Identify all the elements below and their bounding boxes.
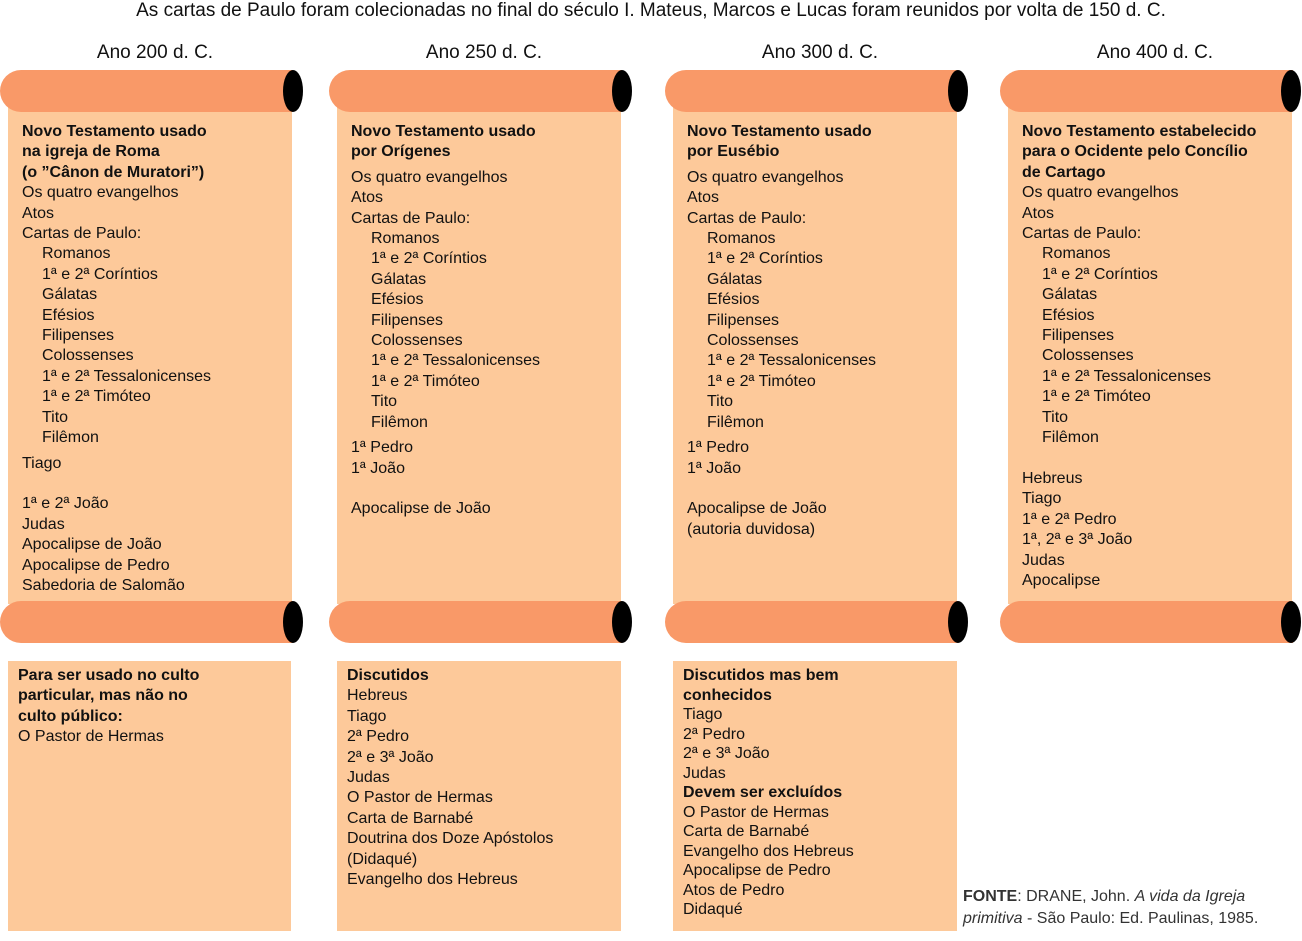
scroll-heading-line: na igreja de Roma [22, 143, 160, 161]
source-author: : DRANE, John. [1017, 888, 1135, 905]
notes-box-250 [337, 661, 621, 931]
book-list-item: Os quatro evangelhos [1022, 184, 1179, 202]
book-list-item: 1ª e 2ª Tessalonicenses [707, 352, 876, 370]
book-list-item: Romanos [42, 245, 111, 263]
scroll-top-roller-300 [665, 70, 958, 112]
book-list-item: Tiago [22, 454, 62, 472]
notes-item: 2ª e 3ª João [683, 745, 770, 762]
scroll-top-roller-end-300 [948, 70, 968, 112]
scroll-top-roller-250 [329, 70, 622, 112]
notes-heading-line: conhecidos [683, 686, 772, 704]
notes-item: Atos de Pedro [683, 881, 785, 899]
book-list-item: Apocalipse [1022, 571, 1101, 589]
book-list-item: Filêmon [371, 413, 428, 431]
book-list-item: Atos [351, 189, 384, 207]
notes-item: Didaqué [683, 901, 743, 918]
book-list-item: 1ª Pedro [687, 439, 749, 457]
notes-item: Evangelho dos Hebreus [683, 842, 854, 860]
book-list-item: (autoria duvidosa) [687, 520, 816, 538]
book-list-item: 1ª e 2ª Coríntios [707, 250, 823, 268]
book-list-item: 1ª João [687, 459, 741, 477]
book-list-item: Cartas de Paulo: [1022, 225, 1142, 243]
book-list-item: Tito [42, 408, 69, 426]
book-list-item: Gálatas [371, 270, 427, 288]
notes-item: O Pastor de Hermas [683, 803, 829, 821]
year-label-300: Ano 300 d. C. [761, 42, 879, 63]
scroll-content-200 [22, 122, 211, 596]
year-label-400: Ano 400 d. C. [1096, 42, 1214, 63]
notes-item: Apocalipse de Pedro [683, 862, 831, 879]
book-list-item: Filipenses [42, 327, 115, 345]
notes-heading-line: Discutidos [347, 667, 429, 684]
book-list-item: Efésios [707, 291, 760, 309]
notes-item: Doutrina dos Doze Apóstolos [347, 830, 554, 848]
notes-item: O Pastor de Hermas [347, 789, 493, 807]
notes-box-200 [8, 661, 291, 931]
notes-item: O Pastor de Hermas [18, 728, 164, 746]
book-list-item: 1ª, 2ª e 3ª João [1022, 531, 1133, 549]
book-list-item: 1ª e 2ª Coríntios [1042, 265, 1158, 283]
book-list-item: 1ª e 2ª Timóteo [707, 372, 816, 390]
book-list-item: Os quatro evangelhos [22, 184, 179, 202]
source-label: FONTE [963, 888, 1018, 905]
book-list-item: Gálatas [42, 286, 98, 304]
scroll-heading-line: Novo Testamento usado [687, 123, 872, 140]
book-list-item: Apocalipse de João [351, 500, 491, 518]
book-list-item: Filêmon [42, 429, 99, 447]
book-list-item: Filêmon [1042, 429, 1099, 447]
book-list-item: Tito [371, 393, 398, 411]
book-list-item: Apocalipse de João [22, 536, 162, 554]
scroll-heading-line: Novo Testamento usado [22, 123, 207, 140]
notes-item: Judas [683, 764, 726, 782]
book-list-item: Os quatro evangelhos [351, 168, 508, 186]
scroll-heading-line: por Eusébio [687, 143, 780, 161]
book-list-item: Efésios [42, 306, 95, 324]
book-list-item: 1ª e 2ª Tessalonicenses [1042, 367, 1211, 385]
book-list-item: Filipenses [1042, 327, 1115, 345]
year-label-200: Ano 200 d. C. [96, 42, 214, 63]
book-list-item: 1ª e 2ª Coríntios [371, 250, 487, 268]
scroll-top-roller-end-250 [612, 70, 632, 112]
book-list-item: Tito [707, 393, 734, 411]
book-list-item: Cartas de Paulo: [22, 225, 142, 243]
scroll-heading-line: de Cartago [1022, 163, 1106, 181]
scroll-content-300 [687, 122, 876, 540]
book-list-item: Tiago [1022, 490, 1062, 508]
notes-item: Carta de Barnabé [683, 823, 810, 840]
scroll-bottom-roller-250 [329, 601, 622, 643]
scroll-bottom-roller-300 [665, 601, 958, 643]
notes-heading-line: Discutidos mas bem [683, 667, 839, 684]
spacer [1022, 449, 1256, 469]
scroll-content-250 [351, 122, 540, 520]
source-book-title-1: A vida da Igreja [1134, 888, 1246, 905]
book-list-item: Atos [687, 189, 720, 207]
scroll-heading-line: (o ”Cânon de Muratori”) [22, 163, 205, 181]
scroll-bottom-roller-end-400 [1281, 601, 1301, 643]
notes-item: Tiago [347, 707, 387, 725]
book-list-item: 1ª e 2ª Timóteo [42, 388, 151, 406]
scroll-bottom-roller-end-250 [612, 601, 632, 643]
book-list-item: Colossenses [1042, 347, 1134, 365]
spacer [351, 479, 540, 499]
scroll-content-400 [1022, 122, 1256, 591]
book-list-item: Colossenses [707, 332, 799, 350]
book-list-item: 1ª e 2ª Timóteo [1042, 388, 1151, 406]
book-list-item: Os quatro evangelhos [687, 168, 844, 186]
book-list-item: 1ª e 2ª Pedro [1022, 510, 1117, 528]
spacer [22, 474, 211, 494]
source-publisher: - São Paulo: Ed. Paulinas, 1985. [1022, 910, 1259, 927]
book-list-item: 1ª e 2ª Tessalonicenses [371, 352, 540, 370]
book-list-item: 1ª João [351, 459, 405, 477]
book-list-item: Romanos [1042, 245, 1111, 263]
book-list-item: Filipenses [371, 311, 444, 329]
book-list-item: Gálatas [707, 270, 763, 288]
book-list-item: Colossenses [371, 332, 463, 350]
book-list-item: 1ª Pedro [351, 439, 413, 457]
notes-heading-line: Devem ser excluídos [683, 784, 843, 801]
book-list-item: Cartas de Paulo: [351, 209, 471, 227]
scroll-bottom-roller-200 [0, 601, 293, 643]
notes-box-300 [673, 661, 957, 931]
page-title: As cartas de Paulo foram colecionadas no final do século I. Mateus, Marcos e Lucas foram reunidos por volta de 150 d. C. [136, 0, 1166, 21]
notes-item: 2ª Pedro [347, 728, 409, 746]
notes-item: Hebreus [347, 687, 408, 705]
notes-heading-line: Para ser usado no culto [18, 667, 200, 684]
book-list-item: Romanos [707, 230, 776, 248]
book-list-item: Tito [1042, 408, 1069, 426]
book-list-item: Apocalipse de Pedro [22, 556, 170, 574]
book-list-item: Filêmon [707, 413, 764, 431]
notes-heading-line: culto público: [18, 707, 123, 725]
book-list-item: Efésios [1042, 306, 1095, 324]
book-list-item: 1ª e 2ª Coríntios [42, 265, 158, 283]
book-list-item: 1ª e 2ª Timóteo [371, 372, 480, 390]
source-book-title-2: primitiva [963, 910, 1023, 927]
book-list-item: Hebreus [1022, 469, 1083, 487]
scroll-bottom-roller-end-200 [283, 601, 303, 643]
notes-item: Tiago [683, 706, 723, 723]
scroll-top-roller-end-200 [283, 70, 303, 112]
scroll-top-roller-400 [1000, 70, 1293, 112]
notes-item: Judas [347, 769, 390, 787]
spacer [687, 479, 876, 499]
book-list-item: Atos [1022, 204, 1055, 222]
notes-item: Carta de Barnabé [347, 809, 474, 827]
book-list-item: Gálatas [1042, 286, 1098, 304]
book-list-item: Cartas de Paulo: [687, 209, 807, 227]
scroll-heading-line: Novo Testamento estabelecido [1022, 123, 1257, 140]
book-list-item: Efésios [371, 291, 424, 309]
source-citation [963, 886, 1258, 930]
scroll-heading-line: para o Ocidente pelo Concílio [1022, 143, 1248, 161]
scroll-bottom-roller-end-300 [948, 601, 968, 643]
book-list-item: Colossenses [42, 347, 134, 365]
book-list-item: 1ª e 2ª Tessalonicenses [42, 367, 211, 385]
notes-item: (Didaqué) [347, 850, 418, 868]
book-list-item: Atos [22, 204, 55, 222]
book-list-item: Romanos [371, 230, 440, 248]
notes-item: Evangelho dos Hebreus [347, 871, 518, 889]
scroll-top-roller-end-400 [1281, 70, 1301, 112]
book-list-item: Sabedoria de Salomão [22, 576, 185, 594]
notes-item: 2ª Pedro [683, 725, 745, 743]
scroll-top-roller-200 [0, 70, 293, 112]
year-label-250: Ano 250 d. C. [425, 42, 543, 63]
book-list-item: Apocalipse de João [687, 500, 827, 518]
scroll-heading-line: Novo Testamento usado [351, 123, 536, 140]
notes-item: 2ª e 3ª João [347, 748, 434, 766]
scroll-bottom-roller-400 [1000, 601, 1293, 643]
scroll-heading-line: por Orígenes [351, 143, 451, 161]
book-list-item: 1ª e 2ª João [22, 495, 109, 513]
book-list-item: Judas [1022, 551, 1065, 569]
book-list-item: Judas [22, 515, 65, 533]
notes-heading-line: particular, mas não no [18, 687, 188, 705]
book-list-item: Filipenses [707, 311, 780, 329]
